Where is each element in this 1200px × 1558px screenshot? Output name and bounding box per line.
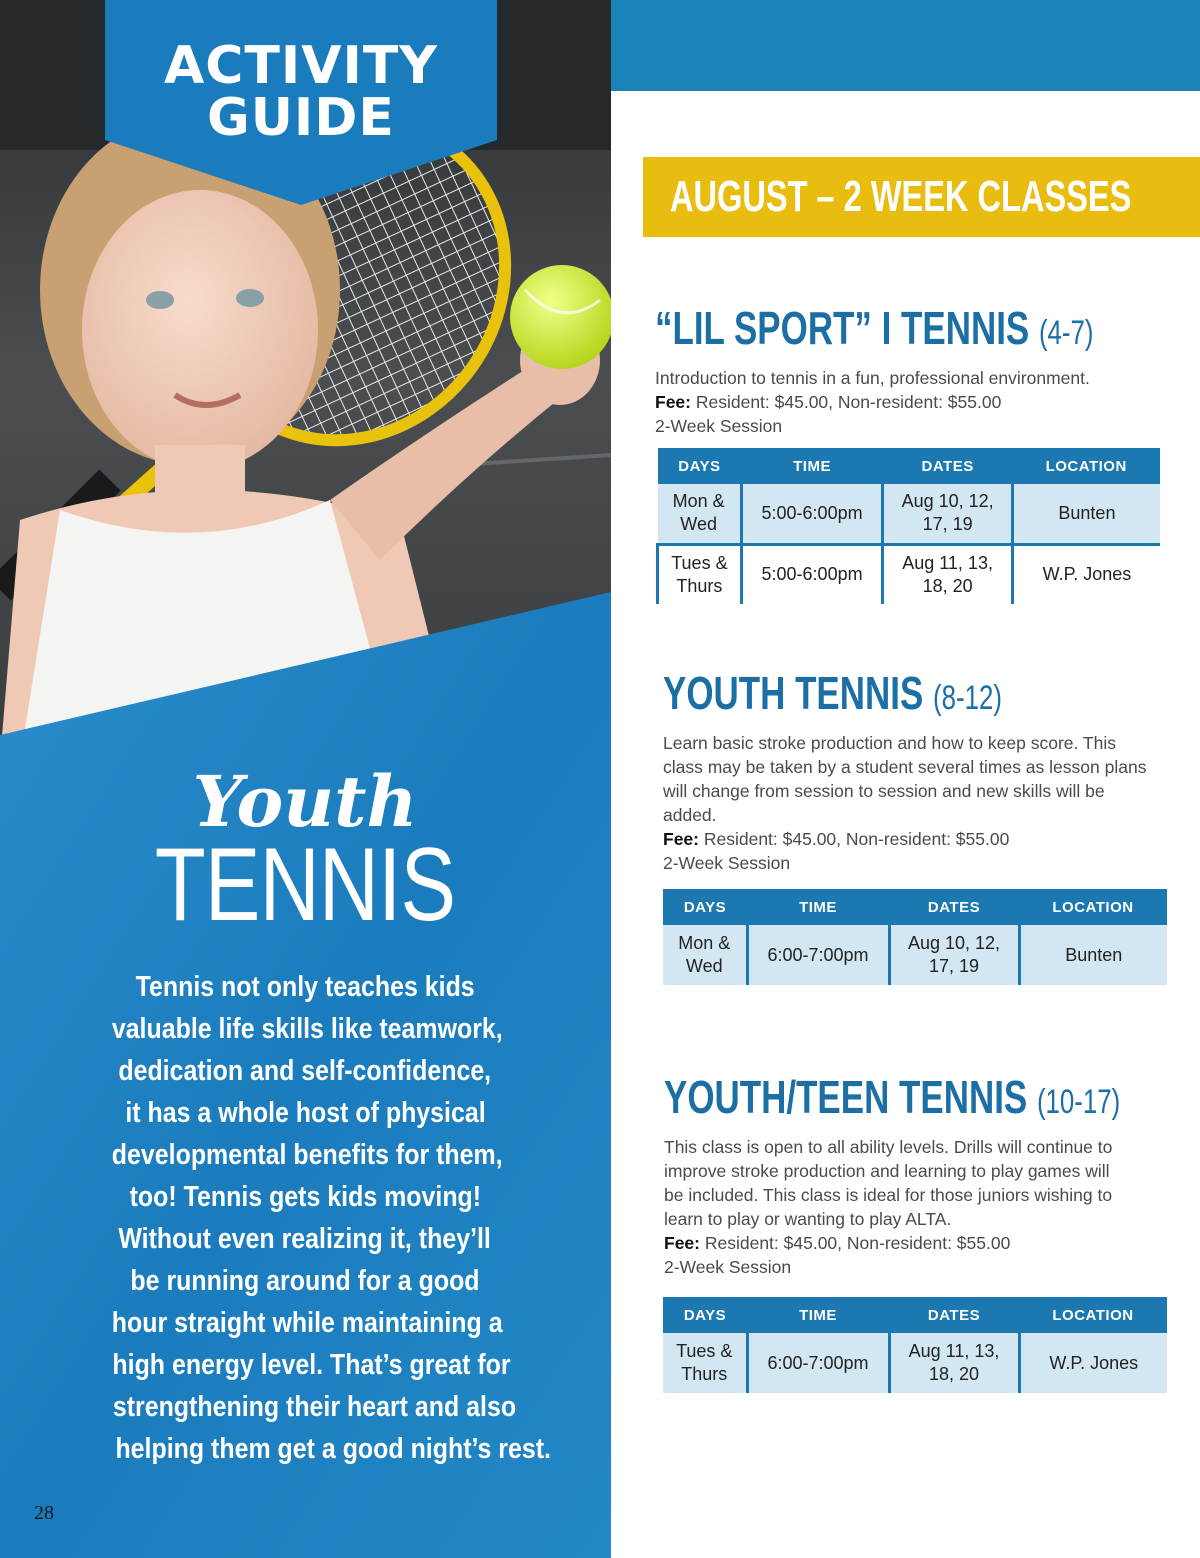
cell-location: Bunten [1019,925,1167,985]
schedule-table-youth-tennis [663,889,1167,985]
table-row [663,1333,1167,1393]
guide-line-1: ACTIVITY [164,36,438,96]
header-location: LOCATION [1019,1297,1167,1333]
session-line: 2-Week Session [664,1257,792,1277]
intro-line: Tennis not only teaches kids [135,971,475,1003]
course-youth-teen-tennis [664,1072,1184,1279]
cell-dates: Aug 10, 12, 17, 19 [889,925,1019,985]
description-line: This class is open to all ability levels. Drills will continue to [664,1137,1113,1157]
course-age: (10-17) [1036,1083,1121,1121]
intro-line: too! Tennis gets kids moving! [129,1181,481,1213]
course-description [664,1135,1184,1279]
page-number: 28 [34,1502,54,1524]
intro-paragraph [80,966,552,1470]
header-time: TIME [747,1297,889,1333]
course-age: (8-12) [932,679,1002,717]
header-days: DAYS [663,1297,747,1333]
fee-text: Resident: $45.00, Non-resident: $55.00 [698,829,1010,849]
description-line: be included. This class is ideal for those juniors wishing to [664,1185,1113,1205]
header-days: DAYS [663,889,747,925]
intro-line: dedication and self-confidence, [118,1055,492,1087]
cell-time: 6:00-7:00pm [747,1333,889,1393]
cell-days: Tues & Thurs [658,544,742,604]
table-row [658,544,1161,604]
intro-line: helping them get a good night’s rest. [115,1433,552,1465]
course-description [655,366,1175,438]
cell-days: Mon & Wed [658,484,742,544]
cell-time: 6:00-7:00pm [747,925,889,985]
cell-days: Mon & Wed [663,925,747,985]
course-name: “LIL SPORT” I TENNIS [655,302,1030,354]
cell-dates: Aug 11, 13, 18, 20 [883,544,1013,604]
fee-text: Resident: $45.00, Non-resident: $55.00 [690,392,1002,412]
description-line: improve stroke production and learning to play games will [664,1161,1110,1181]
course-name: YOUTH/TEEN TENNIS [664,1071,1028,1123]
tennis-title: TENNIS [154,827,456,943]
course-description [663,731,1183,875]
description-line: Learn basic stroke production and how to keep score. This [663,733,1116,753]
table-row [663,925,1167,985]
description-line: added. [663,805,717,825]
header-dates: DATES [889,889,1019,925]
intro-line: high energy level. That’s great for [112,1349,511,1381]
cell-time: 5:00-6:00pm [741,544,883,604]
cell-location: W.P. Jones [1019,1333,1167,1393]
header-time: TIME [747,889,889,925]
fee-label: Fee: [663,829,699,849]
description-line: learn to play or wanting to play ALTA. [664,1209,952,1229]
guide-line-2: GUIDE [207,88,395,148]
fee-label: Fee: [664,1233,700,1253]
course-youth-tennis [663,668,1183,875]
month-banner [643,157,1200,237]
header-days: DAYS [658,448,742,484]
top-blue-bar [611,0,1200,91]
cell-dates: Aug 11, 13, 18, 20 [889,1333,1019,1393]
fee-line [664,1231,1184,1255]
session-line: 2-Week Session [663,853,791,873]
description-line: will change from session to session and new skills will be [663,781,1105,801]
header-time: TIME [741,448,883,484]
intro-line: hour straight while maintaining a [111,1307,503,1339]
fee-line [663,827,1183,851]
description-line: class may be taken by a student several times as lesson plans [663,757,1147,777]
session-line: 2-Week Session [655,416,783,436]
course-age: (4-7) [1038,314,1094,352]
header-location: LOCATION [1019,889,1167,925]
intro-line: strengthening their heart and also [112,1391,517,1423]
cell-days: Tues & Thurs [663,1333,747,1393]
intro-line: it has a whole host of physical [124,1097,486,1129]
course-title [664,1071,1121,1127]
header-dates: DATES [889,1297,1019,1333]
course-lil-sport [655,303,1175,438]
course-title [663,668,1058,723]
cell-location: W.P. Jones [1012,544,1160,604]
section-heading: AUGUST – 2 WEEK CLASSES [670,172,1132,221]
cell-time: 5:00-6:00pm [741,484,883,544]
course-title [655,302,1094,358]
intro-line: valuable life skills like teamwork, [111,1013,503,1045]
schedule-table-lil-sport [656,448,1160,604]
schedule-table-youth-teen-tennis [663,1297,1167,1393]
intro-line: developmental benefits for them, [111,1139,503,1171]
fee-text: Resident: $45.00, Non-resident: $55.00 [699,1233,1011,1253]
intro-line: Without even realizing it, they’ll [118,1223,492,1255]
cell-location: Bunten [1012,484,1160,544]
description-line: Introduction to tennis in a fun, professional environment. [655,368,1090,388]
fee-label: Fee: [655,392,691,412]
header-location: LOCATION [1012,448,1160,484]
intro-line: be running around for a good [130,1265,480,1297]
course-name: YOUTH TENNIS [663,667,924,719]
table-row [658,484,1161,544]
youth-script-word: Youth [192,760,418,843]
fee-line [655,390,1175,414]
header-dates: DATES [883,448,1013,484]
cell-dates: Aug 10, 12, 17, 19 [883,484,1013,544]
activity-guide-title [105,36,497,148]
